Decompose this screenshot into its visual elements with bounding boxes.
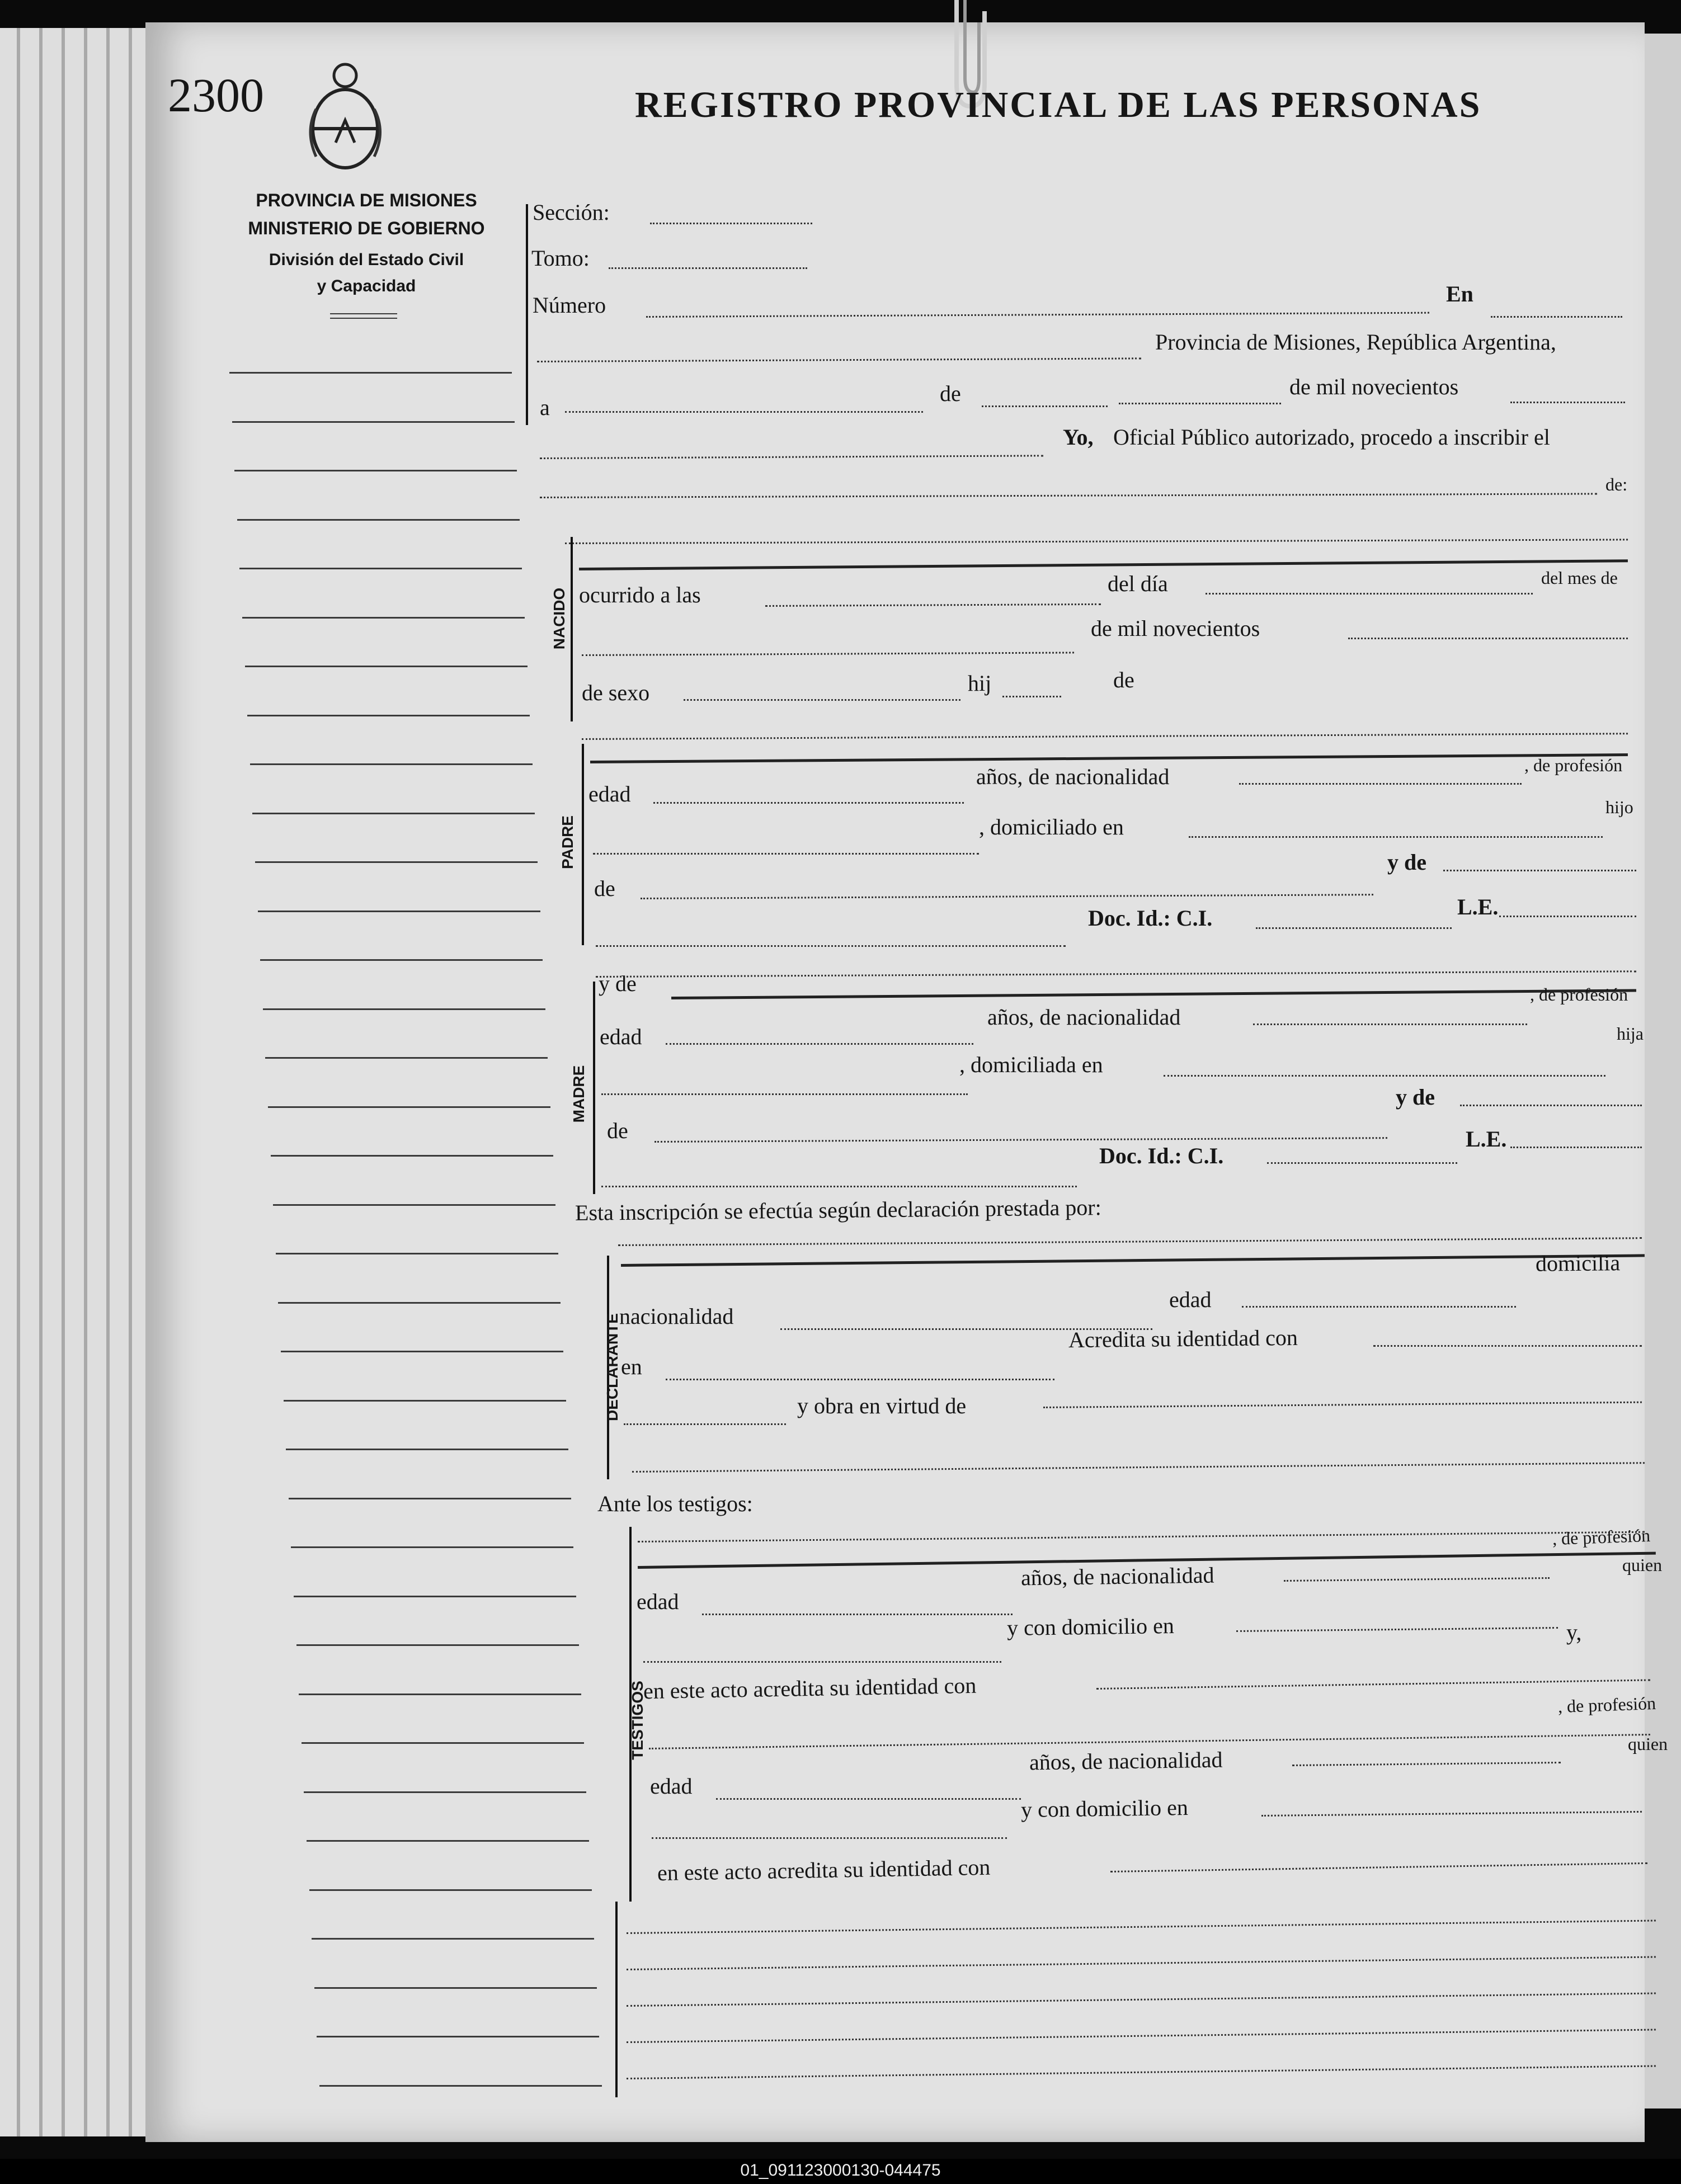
inscripcion-text: Esta inscripción se efectúa según declaración prestada por: xyxy=(575,1195,1101,1225)
padre-edad-label: edad xyxy=(588,781,631,806)
padre-profesion-label: , de profesión xyxy=(1524,755,1623,775)
mil-novecientos-label: de mil novecientos xyxy=(1289,374,1459,399)
margin-ruled-line xyxy=(268,1106,550,1108)
padre-anos-label: años, de nacionalidad xyxy=(976,764,1170,789)
margin-ruled-line xyxy=(239,568,522,569)
margin-ruled-line xyxy=(258,911,540,912)
testigo2-acredita-label: en este acto acredita su identidad con xyxy=(657,1854,991,1886)
madre-hija-label: hija xyxy=(1617,1023,1644,1044)
image-caption: 01_091123000130-044475 xyxy=(740,2161,941,2180)
margin-ruled-line xyxy=(242,617,525,619)
madre-domiciliada-label: , domiciliada en xyxy=(959,1052,1103,1077)
margin-ruled-line xyxy=(234,470,517,471)
hij-label: hij xyxy=(968,671,992,696)
nacido-de-label: de xyxy=(1113,667,1134,692)
margin-ruled-line xyxy=(291,1546,573,1548)
margin-ruled-line xyxy=(237,519,520,521)
oficial-text: Oficial Público autorizado, procedo a inscribir el xyxy=(1113,424,1550,450)
margin-ruled-line xyxy=(271,1155,553,1157)
padre-domiciliado-label: , domiciliado en xyxy=(979,814,1124,839)
margin-ruled-line xyxy=(263,1008,545,1010)
margin-ruled-line xyxy=(302,1742,584,1744)
nacido-mil-label: de mil novecientos xyxy=(1091,616,1260,641)
margin-ruled-line xyxy=(294,1596,576,1597)
padre-y-de-label: y de xyxy=(1387,850,1426,875)
declarante-domicilia-label: domicilia xyxy=(1535,1250,1621,1276)
form-left-rule xyxy=(526,204,528,425)
madre-y-de-top-label: y de xyxy=(599,971,637,996)
margin-ruled-line xyxy=(299,1694,581,1695)
margin-ruled-line xyxy=(232,421,515,423)
margin-ruled-line xyxy=(319,2085,602,2087)
margin-ruled-line xyxy=(312,1938,594,1940)
margin-ruled-line xyxy=(273,1204,555,1206)
margin-ruled-line xyxy=(289,1498,571,1499)
yo-label: Yo, xyxy=(1063,424,1094,450)
testigo1-y-label: y, xyxy=(1566,1620,1582,1645)
testigos-side-label: TESTIGOS xyxy=(629,1681,646,1760)
de-label: de xyxy=(940,381,961,406)
nacido-side-label: NACIDO xyxy=(550,587,568,650)
testigo1-anos-label: años, de nacionalidad xyxy=(1020,1562,1214,1591)
declarante-side-label: DECLARANTE xyxy=(604,1313,621,1421)
margin-ruled-line xyxy=(296,1644,579,1646)
testigo1-acredita-label: en este acto acredita su identidad con xyxy=(643,1672,977,1704)
provincia-text: Provincia de Misiones, República Argentina, xyxy=(1155,329,1556,355)
seccion-label: Sección: xyxy=(533,200,610,225)
margin-ruled-line xyxy=(317,2036,599,2037)
ocurrido-label: ocurrido a las xyxy=(579,582,701,607)
margin-ruled-line xyxy=(252,813,535,814)
padre-hijo-label: hijo xyxy=(1605,797,1633,817)
madre-le-label: L.E. xyxy=(1466,1126,1507,1152)
page-title: REGISTRO PROVINCIAL DE LAS PERSONAS xyxy=(635,84,1482,125)
margin-ruled-line xyxy=(284,1400,566,1402)
register-number: 2300 xyxy=(168,68,264,122)
declarante-nacionalidad-label: nacionalidad xyxy=(619,1304,734,1329)
numero-label: Número xyxy=(533,293,606,318)
facing-page-edge xyxy=(1645,34,1681,2108)
del-mes-label: del mes de xyxy=(1541,568,1618,588)
madre-profesion-label: , de profesión xyxy=(1530,984,1628,1004)
testigo1-domicilio-label: y con domicilio en xyxy=(1006,1612,1175,1641)
de-colon-label: de: xyxy=(1605,474,1628,494)
testigo2-edad-label: edad xyxy=(650,1773,693,1799)
org-division: División del Estado Civil xyxy=(269,251,464,269)
testigo2-profesion-label: , de profesión xyxy=(1557,1692,1656,1717)
testigo1-quien-label: quien xyxy=(1622,1555,1663,1575)
margin-ruled-line xyxy=(250,763,533,765)
margin-ruled-line xyxy=(278,1302,561,1304)
del-dia-label: del día xyxy=(1108,571,1168,596)
org-capacity: y Capacidad xyxy=(317,277,416,295)
en-label: En xyxy=(1446,281,1473,306)
madre-de-label: de xyxy=(607,1118,628,1143)
margin-ruled-line xyxy=(314,1987,597,1989)
tomo-label: Tomo: xyxy=(531,246,590,271)
margin-ruled-line xyxy=(286,1449,568,1450)
testigo2-quien-label: quien xyxy=(1628,1734,1668,1754)
margin-ruled-line xyxy=(245,666,528,667)
madre-side-label: MADRE xyxy=(570,1065,587,1123)
margin-ruled-line xyxy=(304,1791,586,1793)
margin-ruled-line xyxy=(276,1253,558,1254)
declarante-obra-label: y obra en virtud de xyxy=(797,1393,967,1418)
coat-of-arms-icon xyxy=(305,59,386,179)
margin-ruled-line xyxy=(247,715,530,716)
declarante-acredita-label: Acredita su identidad con xyxy=(1068,1324,1298,1353)
padre-de-label: de xyxy=(594,876,615,901)
margin-ruled-line xyxy=(229,372,512,374)
org-province: PROVINCIA DE MISIONES xyxy=(256,190,477,210)
margin-ruled-line xyxy=(265,1057,548,1059)
testigo2-domicilio-label: y con domicilio en xyxy=(1020,1794,1189,1823)
testigo1-profesion-label: , de profesión xyxy=(1552,1525,1651,1549)
madre-y-de-label: y de xyxy=(1396,1084,1435,1110)
declarante-edad-label: edad xyxy=(1169,1287,1212,1312)
margin-ruled-line xyxy=(281,1351,563,1352)
a-label: a xyxy=(540,395,550,420)
testigos-intro: Ante los testigos: xyxy=(597,1491,753,1516)
testigo1-edad-label: edad xyxy=(637,1589,679,1614)
org-ministry: MINISTERIO DE GOBIERNO xyxy=(248,218,485,238)
padre-side-label: PADRE xyxy=(559,815,576,869)
margin-ruled-line xyxy=(307,1840,589,1842)
margin-ruled-line xyxy=(309,1889,592,1891)
testigo2-anos-label: años, de nacionalidad xyxy=(1029,1747,1223,1775)
padre-le-label: L.E. xyxy=(1457,894,1499,919)
margin-ruled-line xyxy=(255,861,538,863)
margin-ruled-line xyxy=(260,959,543,961)
madre-anos-label: años, de nacionalidad xyxy=(987,1004,1181,1030)
madre-edad-label: edad xyxy=(600,1024,642,1049)
padre-doc-label: Doc. Id.: C.I. xyxy=(1088,905,1213,931)
de-sexo-label: de sexo xyxy=(582,680,650,705)
madre-doc-label: Doc. Id.: C.I. xyxy=(1099,1143,1224,1168)
declarante-en-label: en xyxy=(621,1354,642,1379)
